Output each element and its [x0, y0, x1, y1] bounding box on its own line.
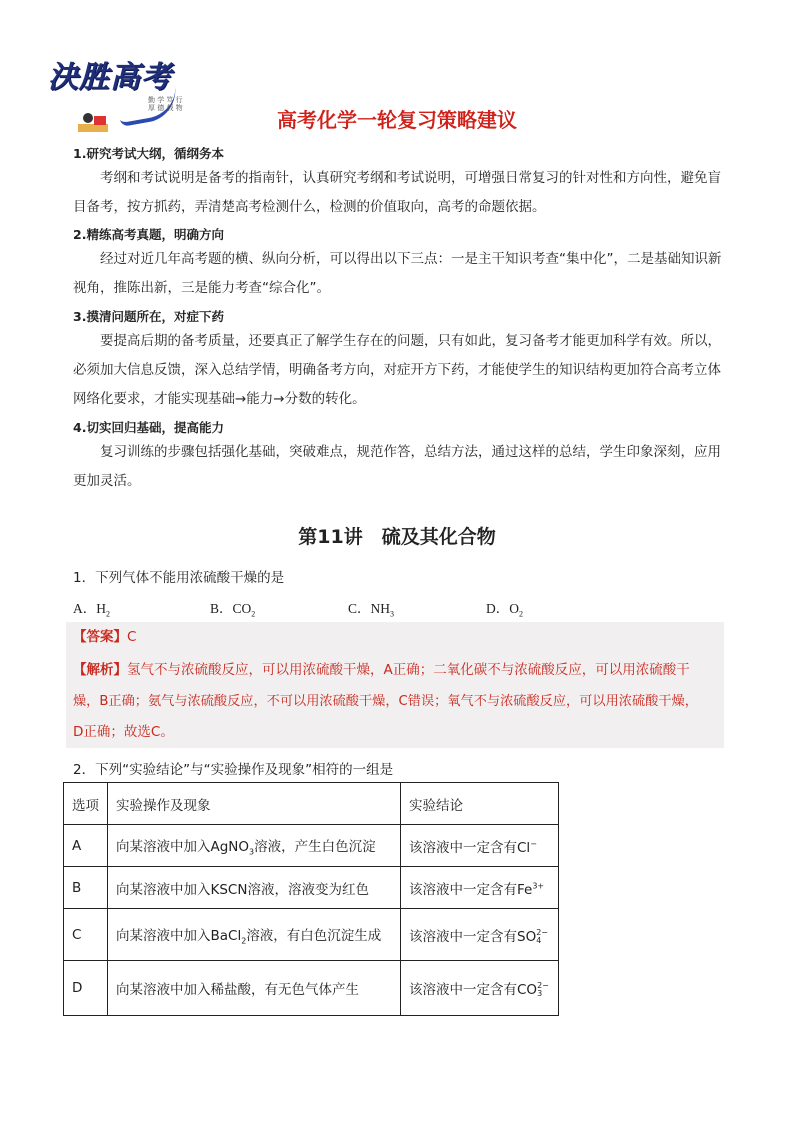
answer-value: C [127, 629, 137, 645]
table-cell: 该溶液中一定含有$Fe^{3+}$ [401, 867, 559, 909]
section-heading: 1.研究考试大纲，循纲务本 [73, 146, 224, 161]
table-cell: A [64, 825, 108, 867]
page-title: 高考化学一轮复习策略建议 [277, 108, 517, 132]
option-d: D．$O_2$ [486, 601, 523, 619]
table-cell: 该溶液中一定含有CO2− 3 [401, 961, 559, 1016]
answer-line [73, 622, 723, 653]
section-body: 经过对近几年高考题的横、纵向分析，可以得出以下三点：一是主干知识考查“集中化”，二是基础知识新视角，推陈出新，三是能力考查“综合化”。 [73, 251, 722, 296]
section-body: 复习训练的步骤包括强化基础，突破难点，规范作答，总结方法，通过这样的总结，学生印象深刻，应用更加灵活。 [73, 444, 721, 489]
table-cell: 向某溶液中加入稀盐酸，有无色气体产生 [108, 961, 401, 1016]
table-row [64, 961, 559, 1016]
table-cell: 向某溶液中加入KSCN溶液，溶液变为红色 [108, 867, 401, 909]
section-heading: 4.切实回归基础，提高能力 [73, 420, 224, 435]
table-cell: 向某溶液中加入BaCl$_2$溶液，有白色沉淀生成 [108, 909, 401, 961]
option-b: B．$CO_2$ [210, 601, 256, 619]
analysis-tag: 【解析】 [73, 662, 127, 678]
analysis-line-2: 燥，B正确；氨气与浓硫酸反应，不可以用浓硫酸干燥，C错误；氧气不与浓硫酸反应，可以用浓硫酸干燥， [73, 694, 698, 709]
logo-subtext: 勤 学 笃 行 厚 德 载 物 [148, 96, 183, 112]
table-row [64, 867, 559, 909]
table-header: 实验操作及现象 [108, 783, 401, 825]
table-cell: B [64, 867, 108, 909]
table-header-row [64, 783, 559, 825]
question-2-stem: 2．下列“实验结论”与“实验操作及现象”相符的一组是 [73, 762, 394, 778]
table-cell: D [64, 961, 108, 1016]
answer-box [66, 622, 724, 748]
option-c: C．$NH_3$ [348, 601, 395, 619]
analysis-line-1: 【解析】氢气不与浓硫酸反应，可以用浓硫酸干燥，A正确；二氧化碳不与浓硫酸反应，可以用浓硫酸干 [73, 662, 690, 678]
table-cell: 向某溶液中加入AgNO$_3$溶液，产生白色沉淀 [108, 825, 401, 867]
section-heading: 2.精练高考真题，明确方向 [73, 227, 224, 242]
lecture-title: 第11讲 硫及其化合物 [298, 526, 496, 548]
table-row [64, 909, 559, 961]
table-header: 实验结论 [401, 783, 559, 825]
section-body: 考纲和考试说明是备考的指南针，认真研究考纲和考试说明，可增强日常复习的针对性和方向性，避免盲目备考，按方抓药，弄清楚高考检测什么，检测的价值取向，高考的命题依据。 [73, 170, 721, 215]
logo-text: 決胜高考 [48, 60, 172, 95]
analysis-line-3: D正确；故选C。 [73, 724, 174, 740]
question-1-stem: 1．下列气体不能用浓硫酸干燥的是 [73, 570, 285, 586]
section-heading: 3.摸清问题所在，对症下药 [73, 309, 224, 324]
experiment-table [63, 782, 559, 1016]
option-a: A．$H_2$ [73, 601, 110, 619]
answer-tag: 【答案】 [73, 629, 127, 645]
table-cell: 该溶液中一定含有Cl− [401, 825, 559, 867]
table-header: 选项 [64, 783, 108, 825]
table-cell: 该溶液中一定含有SO2− 4 [401, 909, 559, 961]
table-cell: C [64, 909, 108, 961]
section-body: 要提高后期的备考质量，还要真正了解学生存在的问题，只有如此，复习备考才能更加科学有效。所以，必须加大信息反馈，深入总结学情，明确备考方向，对症开方下药，才能使学生的知识结构更加符合高考立体网络化要求，才能实现基础→能力→分数的转化。 [73, 333, 721, 407]
table-row [64, 825, 559, 867]
